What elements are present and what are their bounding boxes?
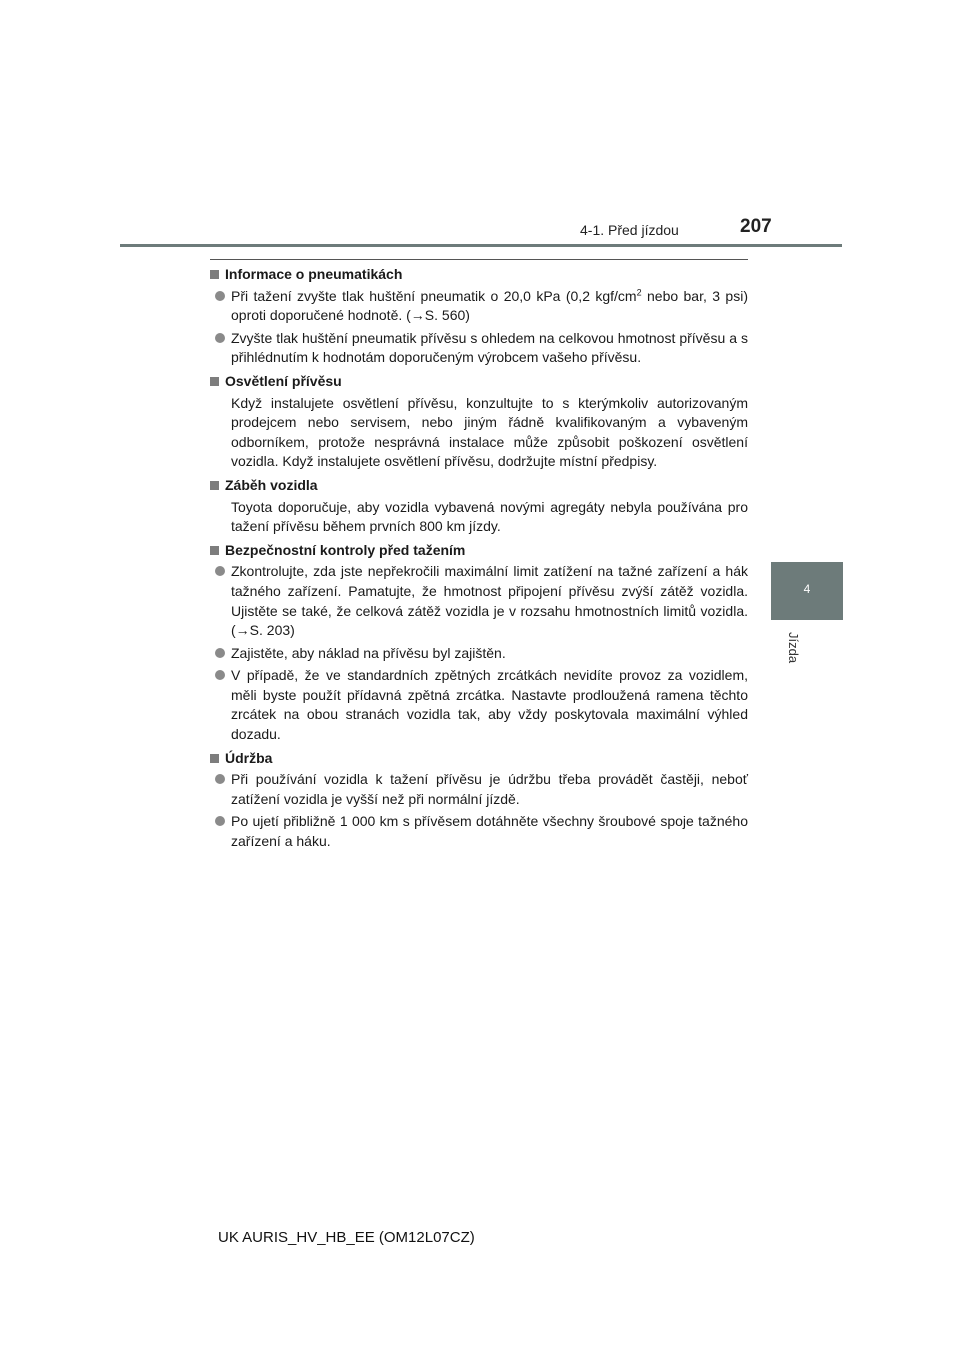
circle-bullet-icon: [215, 816, 225, 826]
section-maintenance: [210, 749, 748, 852]
header-section-title: 4-1. Před jízdou: [580, 222, 679, 238]
bullet-text: Zkontrolujte, zda jste nepřekročili maximální limit zatížení na tažné zařízení a hák tažného zařízení. Pamatujte, že hmotnost připojení přívěsu zvýší zátěž vozidla. Ujistěte se také, že celková zátěž vozidla je v rozsahu hmotnostních limitů vozidla. (→S. 203): [231, 563, 748, 639]
square-bullet-icon: [210, 546, 219, 555]
section-title: Záběh vozidla: [225, 476, 318, 493]
list-item: [210, 812, 748, 851]
content-divider: [210, 259, 748, 260]
footer-model-code: UK AURIS_HV_HB_EE (OM12L07CZ): [218, 1229, 475, 1246]
bullet-text: Po ujetí přibližně 1 000 km s přívěsem dotáhněte všechny šroubové spoje tažného zařízení a háku.: [231, 813, 748, 850]
paragraph: Toyota doporučuje, aby vozidla vybavená novými agregáty nebyla používána pro tažení přívěsu během prvních 800 km jízdy.: [231, 498, 748, 535]
list-item: [210, 770, 748, 809]
tire-pressure-text-end: nebo bar, 3 psi) oproti doporučené hodnotě. (→S. 560): [231, 287, 748, 324]
chapter-label: Jízda: [786, 632, 801, 664]
section-title: Osvětlení přívěsu: [225, 372, 342, 389]
circle-bullet-icon: [215, 333, 225, 343]
chapter-tab-number: 4: [803, 582, 811, 596]
list-item: [210, 666, 748, 744]
circle-bullet-icon: [215, 774, 225, 784]
section-lighting: [210, 372, 748, 472]
square-bullet-icon: [210, 377, 219, 386]
circle-bullet-icon: [215, 566, 225, 576]
circle-bullet-icon: [215, 291, 225, 301]
section-tires: [210, 265, 748, 368]
circle-bullet-icon: [215, 648, 225, 658]
page-number: 207: [740, 216, 772, 237]
section-safety: [210, 541, 748, 745]
page-content: [210, 265, 748, 856]
section-title: Informace o pneumatikách: [225, 266, 403, 282]
section-title: Údržba: [225, 749, 273, 766]
list-item: [210, 562, 748, 640]
header-rule: [120, 244, 842, 247]
bullet-text: Zvyšte tlak huštění pneumatik přívěsu s ohledem na celkovou hmotnost přívěsu a s přihlédnutím k hodnotám doporučeným výrobcem vašeho přívěsu.: [231, 329, 748, 366]
square-bullet-icon: [210, 270, 219, 279]
list-item: [210, 287, 748, 326]
chapter-tab: [771, 562, 843, 620]
bullet-text: Zajistěte, aby náklad na přívěsu byl zajištěn.: [231, 644, 506, 661]
section-breakin: [210, 476, 748, 537]
paragraph: Když instalujete osvětlení přívěsu, konzultujte to s kterýmkoliv autorizovaným prodejcem nebo servisem, nebo jiným řádně kvalifikovaným a vybaveným odborníkem, protože nesprávná instalace může způsobit poškození osvětlení vozidla. Když instalujete osvětlení přívěsu, dodržujte místní předpisy.: [231, 394, 748, 470]
circle-bullet-icon: [215, 670, 225, 680]
list-item: [210, 329, 748, 368]
section-title: Bezpečnostní kontroly před tažením: [225, 541, 466, 558]
square-bullet-icon: [210, 754, 219, 763]
tire-pressure-text: Při tažení zvyšte tlak huštění pneumatik o 20,0 kPa (0,2 kgf/cm: [231, 287, 637, 304]
list-item: [210, 644, 748, 664]
superscript: 2: [636, 286, 642, 297]
bullet-text: Při používání vozidla k tažení přívěsu je údržbu třeba provádět častěji, neboť zatížení vozidla je vyšší než při normální jízdě.: [231, 771, 748, 807]
bullet-text: V případě, že ve standardních zpětných zrcátkách nevidíte provoz za vozidlem, měli byste použít přídavná zpětná zrcátka. Nastavte prodloužená ramena těchto zrcátek na obou stranách vozidla tak, aby vždy poskytovala maximální výhled dozadu.: [231, 667, 748, 743]
square-bullet-icon: [210, 481, 219, 490]
